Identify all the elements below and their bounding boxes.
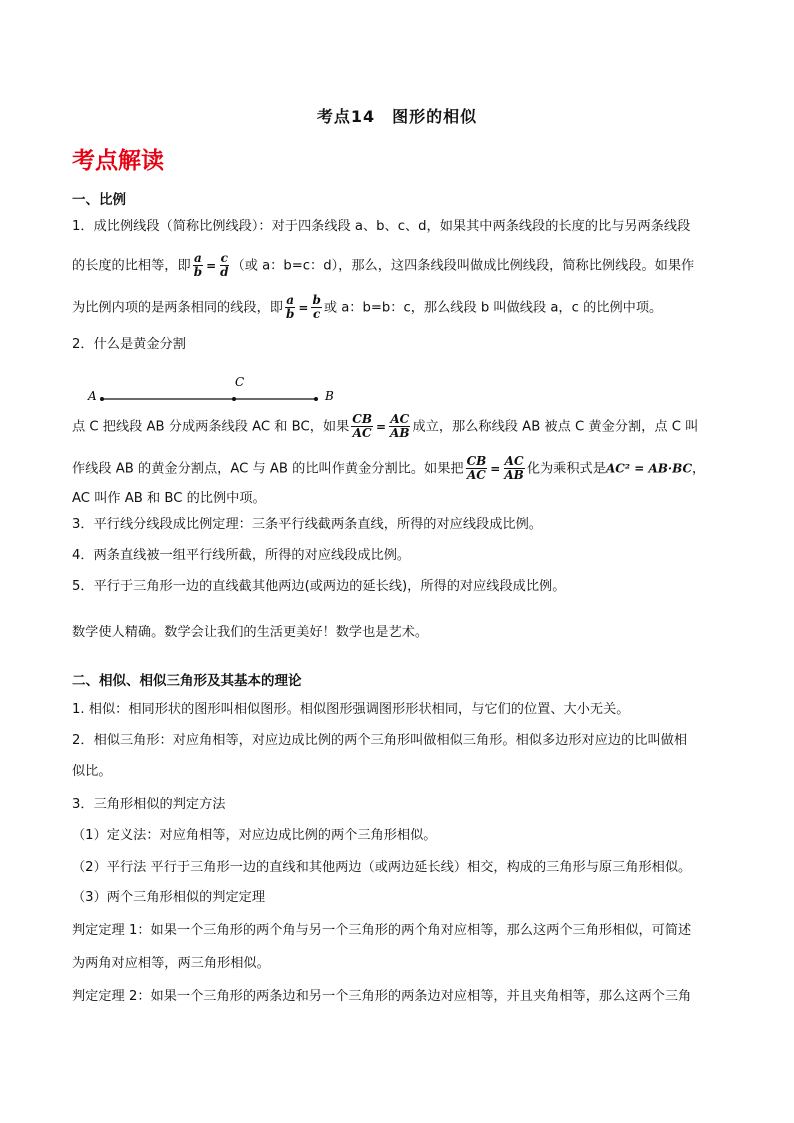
product-formula: AC² = AB·BC xyxy=(605,461,693,476)
heading-similarity: 二、相似、相似三角形及其基本的理论 xyxy=(72,673,302,689)
denominator: b xyxy=(286,307,295,321)
denominator: AC xyxy=(467,468,486,482)
denominator: d xyxy=(220,265,229,279)
numerator: AC xyxy=(390,412,410,426)
point-c xyxy=(232,397,236,401)
s2-line-1: 1. 相似：相同形状的图形叫相似图形。相似图形强调图形形状相同，与它们的位置、大小无关。 xyxy=(72,702,630,717)
s2-line-5: （2）平行法 平行于三角形一边的直线和其他两边（或两边延长线）相交，构成的三角形与原三角形相似。 xyxy=(72,860,692,875)
numerator: CB xyxy=(466,454,487,468)
fraction-a-b xyxy=(285,294,295,321)
s2-line-7b: 为两角对应相等，两三角形相似。 xyxy=(72,956,270,971)
s2-line-7a: 判定定理 1：如果一个三角形的两个角与另一个三角形的两个角对应相等，那么这两个三角形相似，可简述 xyxy=(72,923,692,938)
fraction-b-c xyxy=(311,294,321,321)
para-1-line-3 xyxy=(72,294,728,321)
para-1-line-2 xyxy=(72,252,728,279)
s2-line-2b: 似比。 xyxy=(72,764,112,779)
text: 或 a：b=b：c，那么线段 b 叫做线段 a，c 的比例中项。 xyxy=(323,300,663,316)
s2-line-4: （1）定义法：对应角相等，对应边成比例的两个三角形相似。 xyxy=(72,828,437,843)
numerator: a xyxy=(193,251,202,265)
equals-sign: = xyxy=(375,419,387,434)
fraction-ac-ab xyxy=(503,455,524,482)
heading-proportion: 一、比例 xyxy=(72,192,126,208)
text: （或 a：b=c：d），那么，这四条线段叫做成比例线段，简称比例线段。如果作 xyxy=(231,258,695,274)
equals-sign: = xyxy=(490,461,501,476)
point-a xyxy=(100,397,104,401)
numerator: c xyxy=(220,251,228,265)
para-2-heading: 2．什么是黄金分割 xyxy=(72,337,186,352)
label-c: C xyxy=(235,375,245,389)
denominator: b xyxy=(193,265,203,279)
text: 成立，那么称线段 AB 被点 C 黄金分割，点 C 叫 xyxy=(412,419,699,435)
numerator: AC xyxy=(504,454,524,468)
text: ， xyxy=(692,461,706,477)
s2-line-3: 3．三角形相似的判定方法 xyxy=(72,797,226,812)
fraction-ac-ab xyxy=(389,413,410,440)
fraction-a-b xyxy=(193,252,203,279)
para-3: 3．平行线分线段成比例定理：三条平行线截两条直线，所得的对应线段成比例。 xyxy=(72,517,542,532)
s2-line-6: （3）两个三角形相似的判定定理 xyxy=(72,890,266,905)
section-banner: 考点解读 xyxy=(72,147,164,174)
point-b xyxy=(314,397,318,401)
text: 化为乘积式是 xyxy=(526,461,606,477)
text: 的长度的比相等，即 xyxy=(72,258,191,274)
equals-sign: = xyxy=(298,300,309,315)
fraction-cb-ac xyxy=(466,455,488,482)
para-2-line-1 xyxy=(72,413,728,440)
para-2-line-2 xyxy=(72,455,728,482)
denominator: AC xyxy=(352,426,372,440)
label-b: B xyxy=(325,389,334,403)
para-1-line-1: 1．成比例线段（简称比例线段）：对于四条线段 a、b、c、d，如果其中两条线段的长度的比与另两条线段 xyxy=(72,219,691,234)
equals-sign: = xyxy=(206,258,217,273)
denominator: c xyxy=(312,307,321,321)
text: 为比例内项的是两条相同的线段，即 xyxy=(72,300,283,316)
denominator: AB xyxy=(390,426,410,440)
fraction-c-d xyxy=(219,252,229,279)
numerator: CB xyxy=(352,412,372,426)
golden-section-diagram xyxy=(84,374,354,408)
motto: 数学使人精确。数学会让我们的生活更美好！数学也是艺术。 xyxy=(72,625,429,640)
para-5: 5．平行于三角形一边的直线截其他两边(或两边的延长线)，所得的对应线段成比例。 xyxy=(72,579,566,594)
label-a: A xyxy=(88,389,97,403)
fraction-cb-ac xyxy=(351,413,373,440)
para-4: 4．两条直线被一组平行线所截，所得的对应线段成比例。 xyxy=(72,548,411,563)
s2-line-8: 判定定理 2：如果一个三角形的两条边和另一个三角形的两条边对应相等，并且夹角相等，那么这两个三角 xyxy=(72,989,692,1004)
page-title: 考点14 图形的相似 xyxy=(316,107,478,126)
text: 点 C 把线段 AB 分成两条线段 AC 和 BC，如果 xyxy=(72,419,350,435)
numerator: b xyxy=(312,293,321,307)
para-2-line-3: AC 叫作 AB 和 BC 的比例中项。 xyxy=(72,491,266,506)
s2-line-2a: 2．相似三角形：对应角相等，对应边成比例的两个三角形叫做相似三角形。相似多边形对应边的比叫做相 xyxy=(72,733,688,748)
text: 作线段 AB 的黄金分割点，AC 与 AB 的比叫作黄金分割比。如果把 xyxy=(72,461,464,477)
numerator: a xyxy=(286,293,295,307)
denominator: AB xyxy=(504,468,524,482)
